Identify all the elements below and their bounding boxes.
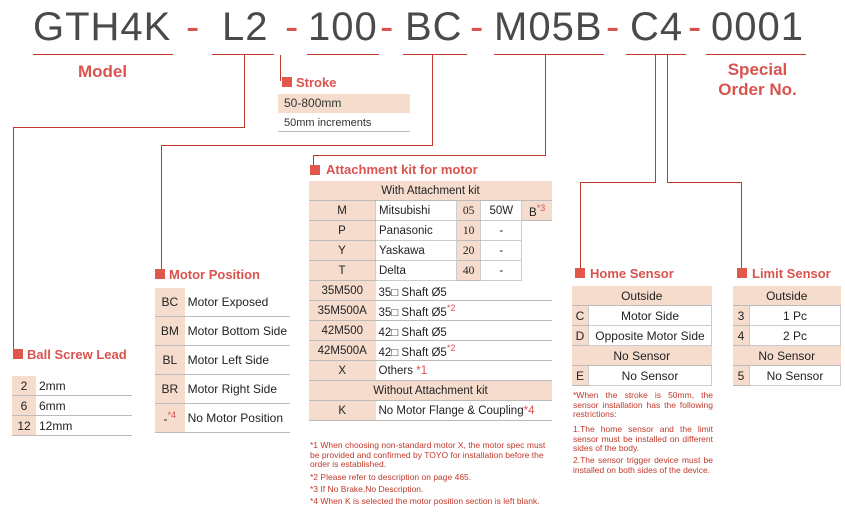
table-row [155, 288, 290, 317]
home-sensor-note-3: 2.The sensor trigger device must be installed on both sides of the device. [573, 455, 713, 475]
brand-cell: Panasonic [376, 221, 457, 241]
empty-cell [522, 241, 552, 261]
attachment-note-1: *1 When choosing non-standard motor X, the motor spec must be provided and confirmed by TOYO for installation before the order is established. [310, 440, 546, 469]
code-cell: 10 [456, 221, 481, 241]
table-row [309, 201, 552, 221]
brake-text: B [529, 206, 537, 219]
key-cell: D [572, 326, 589, 346]
value-cell: Motor Right Side [185, 375, 290, 404]
key-cell: BM [155, 317, 185, 346]
key-text: - [163, 412, 168, 426]
connector-line [432, 55, 433, 145]
code-dash: - [688, 5, 702, 49]
code-special: 0001 [711, 5, 804, 49]
footnote-ref: *4 [523, 404, 535, 417]
value-cell [376, 341, 553, 361]
special-order-label-2: Order No. [718, 80, 797, 99]
table-row [12, 416, 132, 436]
table-row [733, 286, 841, 306]
shaft-text: Others [378, 364, 414, 377]
table-row [309, 221, 552, 241]
brake-cell [522, 201, 552, 221]
footnote-ref: *2 [446, 342, 456, 353]
underline-motor-position [403, 54, 467, 55]
brand-cell: Delta [376, 261, 457, 281]
key-cell: Y [309, 241, 376, 261]
table-row [309, 261, 552, 281]
key-cell: 2 [12, 376, 36, 396]
table-row [733, 326, 841, 346]
motor-position-table [155, 288, 290, 433]
value-cell: Motor Exposed [185, 288, 290, 317]
empty-cell [522, 261, 552, 281]
code-home-sensor: C4 [630, 5, 684, 49]
section-marker-icon [13, 349, 23, 359]
without-text: No Motor Flange & Coupling [378, 404, 524, 417]
connector-line [667, 182, 741, 183]
connector-line [13, 127, 245, 128]
value-cell [376, 301, 553, 321]
ball-screw-table [12, 376, 132, 436]
underline-stroke [307, 54, 379, 55]
key-cell: C [572, 306, 589, 326]
limit-sensor-title: Limit Sensor [752, 266, 831, 281]
attachment-title: Attachment kit for motor [326, 162, 478, 177]
home-sensor-title: Home Sensor [590, 266, 674, 281]
ball-screw-title: Ball Screw Lead [27, 347, 127, 362]
value-cell [376, 321, 553, 341]
code-cell: 40 [456, 261, 481, 281]
table-row [572, 306, 712, 326]
watt-cell: 50W [481, 201, 522, 221]
connector-line [741, 182, 742, 268]
key-cell [155, 404, 185, 433]
key-cell: BC [155, 288, 185, 317]
shaft-text: 35□ Shaft Ø5 [378, 306, 447, 319]
code-dash: - [470, 5, 484, 49]
key-cell: P [309, 221, 376, 241]
watt-cell: - [481, 241, 522, 261]
motor-position-title: Motor Position [169, 267, 260, 282]
key-cell: 42M500 [309, 321, 376, 341]
key-cell: E [572, 366, 589, 386]
table-row [309, 361, 552, 381]
value-cell [376, 361, 553, 381]
special-order-label-1: Special [727, 60, 788, 79]
limit-sensor-table [733, 286, 841, 386]
table-row [309, 281, 552, 301]
shaft-text: 35□ Shaft Ø5 [378, 286, 447, 299]
watt-cell: - [481, 221, 522, 241]
table-row [733, 366, 841, 386]
key-cell: T [309, 261, 376, 281]
code-dash: - [186, 5, 200, 49]
connector-line [655, 55, 656, 182]
key-cell: 6 [12, 396, 36, 416]
value-cell: 2mm [36, 376, 132, 396]
key-cell: 5 [733, 366, 750, 386]
value-cell: Motor Left Side [185, 346, 290, 375]
key-cell: 4 [733, 326, 750, 346]
code-stroke: 100 [308, 5, 378, 49]
brand-cell: Mitsubishi [376, 201, 457, 221]
section-marker-icon [575, 268, 585, 278]
code-motor-position: BC [405, 5, 463, 49]
key-cell: K [309, 401, 376, 421]
table-row [12, 396, 132, 416]
table-row [155, 375, 290, 404]
table-row [309, 301, 552, 321]
stroke-range: 50-800mm [278, 94, 410, 113]
table-row [309, 321, 552, 341]
section-marker-icon [155, 269, 165, 279]
key-cell: X [309, 361, 376, 381]
table-row [309, 341, 552, 361]
connector-line [161, 145, 433, 146]
footnote-ref: *3 [536, 202, 546, 213]
shaft-text: 42□ Shaft Ø5 [378, 326, 447, 339]
section-marker-icon [737, 268, 747, 278]
connector-line [545, 55, 546, 155]
table-row [309, 241, 552, 261]
outside-header: Outside [733, 286, 841, 306]
table-row [155, 346, 290, 375]
value-cell: 2 Pc [750, 326, 841, 346]
table-row [309, 381, 552, 401]
key-cell: M [309, 201, 376, 221]
value-cell: Opposite Motor Side [589, 326, 712, 346]
value-cell [376, 401, 553, 421]
shaft-text: 42□ Shaft Ø5 [378, 346, 447, 359]
key-cell: 35M500A [309, 301, 376, 321]
home-sensor-note-1: *When the stroke is 50mm, the sensor installation has the following restrictions: [573, 390, 713, 419]
empty-cell [522, 221, 552, 241]
with-kit-header: With Attachment kit [309, 181, 552, 201]
connector-line [580, 182, 656, 183]
stroke-increment: 50mm increments [278, 114, 410, 132]
connector-line [13, 127, 14, 349]
outside-header: Outside [572, 286, 712, 306]
without-kit-header: Without Attachment kit [309, 381, 552, 401]
brand-cell: Yaskawa [376, 241, 457, 261]
code-dash: - [380, 5, 394, 49]
key-cell: 12 [12, 416, 36, 436]
table-row [309, 181, 552, 201]
home-sensor-table [572, 286, 712, 386]
attachment-note-2: *2 Please refer to description on page 465. [310, 472, 472, 482]
table-row [572, 326, 712, 346]
table-row [572, 346, 712, 366]
no-sensor-header: No Sensor [733, 346, 841, 366]
model-label: Model [77, 62, 128, 81]
key-cell: 35M500 [309, 281, 376, 301]
value-cell: No Sensor [589, 366, 712, 386]
table-row [733, 306, 841, 326]
key-cell: BR [155, 375, 185, 404]
home-sensor-note-2: 1.The home sensor and the limit sensor must be installed on different sides of the body. [573, 424, 713, 453]
footnote-ref: *2 [446, 302, 456, 313]
table-row [155, 317, 290, 346]
key-cell: 42M500A [309, 341, 376, 361]
code-dash: - [285, 5, 299, 49]
key-cell: BL [155, 346, 185, 375]
table-row [309, 401, 552, 421]
attachment-table [309, 181, 552, 421]
connector-line [667, 55, 668, 182]
connector-line [313, 155, 314, 165]
watt-cell: - [481, 261, 522, 281]
value-cell: No Sensor [750, 366, 841, 386]
key-cell: 3 [733, 306, 750, 326]
value-cell: 6mm [36, 396, 132, 416]
connector-line [244, 55, 245, 127]
table-row [572, 286, 712, 306]
code-attachment: M05B [494, 5, 603, 49]
value-cell: Motor Bottom Side [185, 317, 290, 346]
code-cell: 20 [456, 241, 481, 261]
attachment-note-3: *3 If No Brake,No Description. [310, 484, 424, 494]
section-marker-icon [310, 165, 320, 175]
code-dash: - [606, 5, 620, 49]
value-cell: No Motor Position [185, 404, 290, 433]
code-model: GTH4K [33, 5, 172, 49]
table-row [572, 366, 712, 386]
connector-line [313, 155, 546, 156]
table-row [155, 404, 290, 433]
section-marker-icon [282, 77, 292, 87]
value-cell: Motor Side [589, 306, 712, 326]
connector-line [280, 55, 281, 81]
value-cell [376, 281, 553, 301]
value-cell: 12mm [36, 416, 132, 436]
footnote-ref: *1 [416, 364, 428, 377]
underline-home-sensor [626, 54, 686, 55]
table-row [733, 346, 841, 366]
connector-line [161, 145, 162, 269]
connector-line [580, 182, 581, 268]
stroke-title: Stroke [296, 75, 337, 90]
underline-special [706, 54, 806, 55]
value-cell: 1 Pc [750, 306, 841, 326]
code-cell: 05 [456, 201, 481, 221]
code-ball-screw: L2 [222, 5, 269, 49]
underline-model [33, 54, 173, 55]
underline-ball-screw [212, 54, 274, 55]
underline-attachment [494, 54, 604, 55]
no-sensor-header: No Sensor [572, 346, 712, 366]
footnote-ref: *4 [167, 410, 177, 420]
attachment-note-4: *4 When K is selected the motor position section is left blank. [310, 496, 540, 506]
table-row [12, 376, 132, 396]
